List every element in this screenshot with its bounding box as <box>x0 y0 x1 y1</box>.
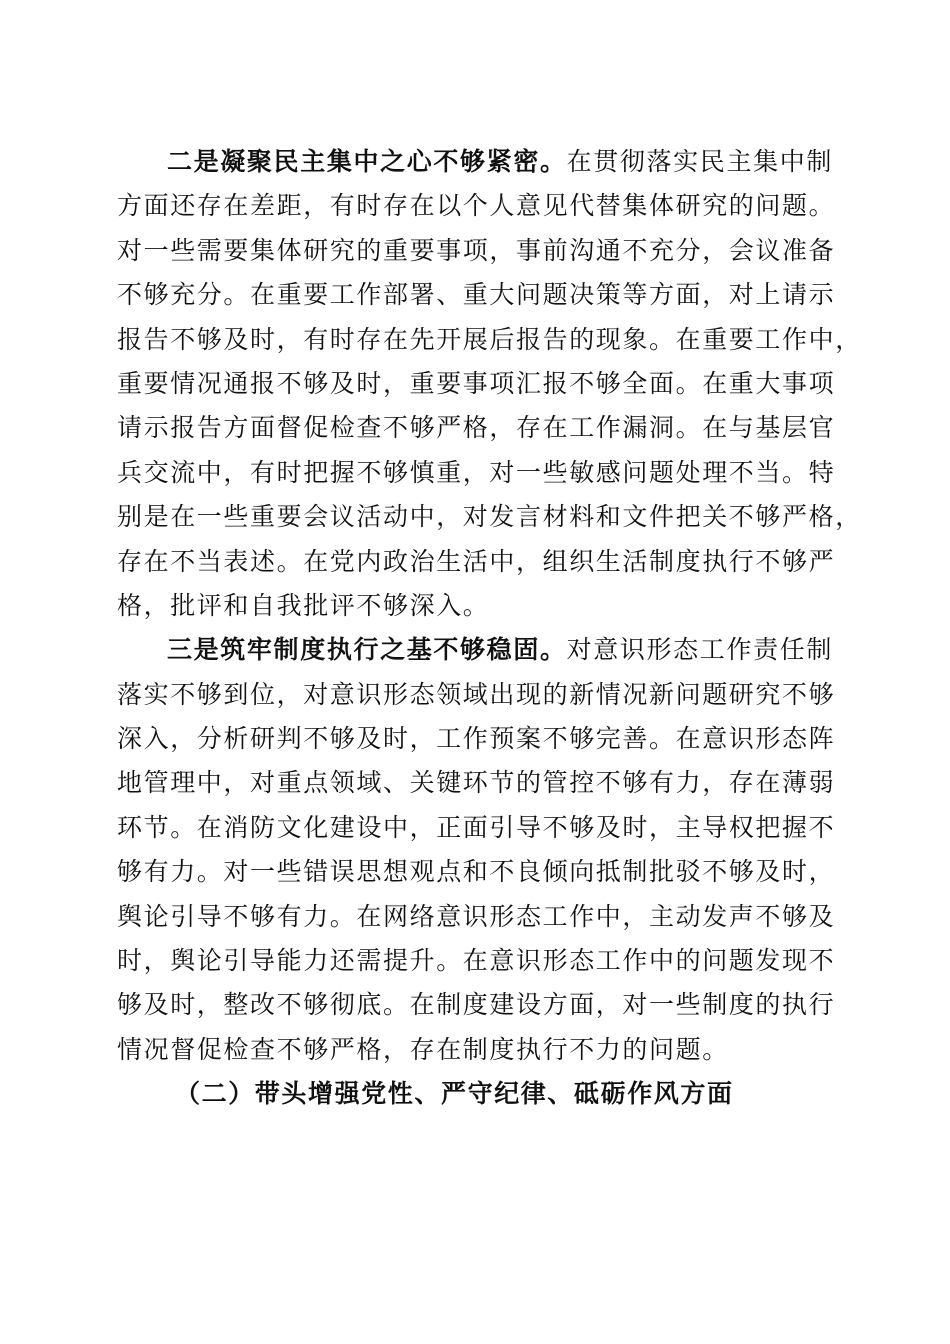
section-heading: （二）带头增强党性、严守纪律、砥砺作风方面 <box>175 1079 734 1109</box>
paragraph-1-text: 在贯彻落实民主集中制 <box>566 147 833 176</box>
paragraph-1-line-10: 存在不当表述。在党内政治生活中，组织生活制度执行不够严 <box>117 546 836 576</box>
paragraph-2-line-5: 环节。在消防文化建设中，正面引导不够及时，主导权把握不 <box>117 812 836 842</box>
paragraph-1-line-3: 对一些需要集体研究的重要事项，事前沟通不充分，会议准备 <box>117 235 836 265</box>
paragraph-1-line-5: 报告不够及时，有时存在先开展后报告的现象。在重要工作中， <box>117 324 862 354</box>
paragraph-1-line-7: 请示报告方面督促检查不够严格，存在工作漏洞。在与基层官 <box>117 413 836 443</box>
paragraph-2-line-1 <box>117 628 833 672</box>
paragraph-2-line-9: 够及时，整改不够彻底。在制度建设方面，对一些制度的执行 <box>117 990 836 1020</box>
paragraph-2-line-10: 情况督促检查不够严格，存在制度执行不力的问题。 <box>117 1034 729 1064</box>
paragraph-2-line-8: 时，舆论引导能力还需提升。在意识形态工作中的问题发现不 <box>117 946 836 976</box>
paragraph-1-line-4: 不够充分。在重要工作部署、重大问题决策等方面，对上请示 <box>117 280 836 310</box>
paragraph-1-line-8: 兵交流中，有时把握不够慎重，对一些敏感问题处理不当。特 <box>117 457 836 487</box>
paragraph-2-line-3: 深入，分析研判不够及时，工作预案不够完善。在意识形态阵 <box>117 724 836 754</box>
paragraph-1-line-11: 格，批评和自我批评不够深入。 <box>117 590 490 620</box>
paragraph-2-text: 对意识形态工作责任制 <box>566 635 833 665</box>
paragraph-1-line-6: 重要情况通报不够及时，重要事项汇报不够全面。在重大事项 <box>117 368 836 398</box>
paragraph-1-line-1 <box>117 140 833 184</box>
paragraph-2-lead: 三是筑牢制度执行之基不够稳固。 <box>167 635 567 665</box>
paragraph-2-line-7: 舆论引导不够有力。在网络意识形态工作中，主动发声不够及 <box>117 901 836 931</box>
paragraph-1-line-2: 方面还存在差距，有时存在以个人意见代替集体研究的问题。 <box>117 191 836 221</box>
paragraph-2-line-4: 地管理中，对重点领域、关键环节的管控不够有力，存在薄弱 <box>117 768 836 798</box>
document-body <box>117 140 862 1117</box>
paragraph-1-lead: 二是凝聚民主集中之心不够紧密。 <box>167 147 567 176</box>
paragraph-2-line-2: 落实不够到位，对意识形态领域出现的新情况新问题研究不够 <box>117 679 836 709</box>
paragraph-1-line-9: 别是在一些重要会议活动中，对发言材料和文件把关不够严格， <box>117 502 862 532</box>
paragraph-2-line-6: 够有力。对一些错误思想观点和不良倾向抵制批驳不够及时， <box>117 857 836 887</box>
